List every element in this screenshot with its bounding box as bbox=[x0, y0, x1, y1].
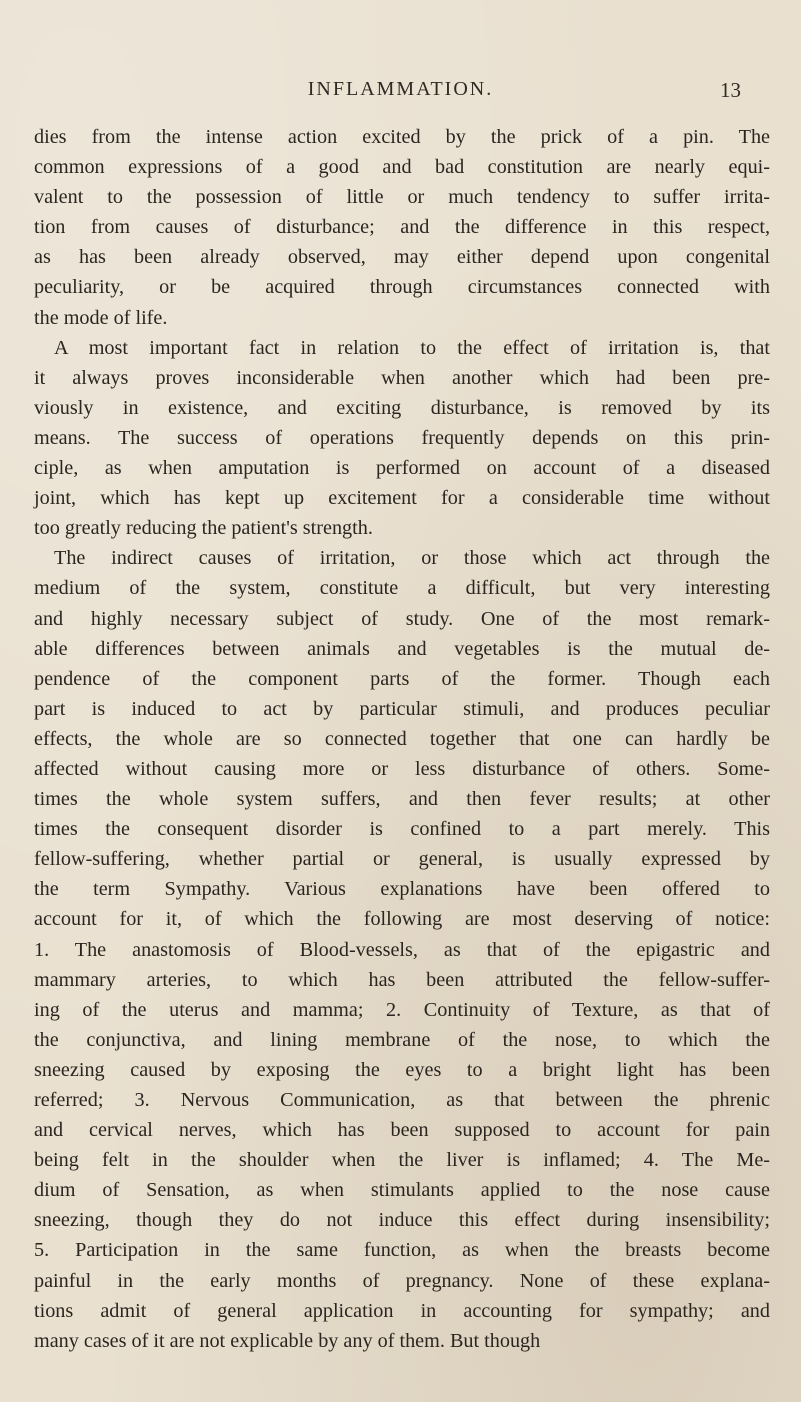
text-line: times the consequent disorder is confined to a part merely. This bbox=[34, 818, 770, 841]
text-line: it always proves inconsiderable when another which had been pre- bbox=[34, 366, 770, 389]
text-line: too greatly reducing the patient's strength. bbox=[34, 517, 373, 540]
text-line: many cases of it are not explicable by any of them. But though bbox=[34, 1329, 541, 1352]
text-line: tion from causes of disturbance; and the difference in this respect, bbox=[34, 216, 770, 239]
text-line: viously in existence, and exciting disturbance, is removed by its bbox=[34, 396, 770, 419]
text-line: referred; 3. Nervous Communication, as that between the phrenic bbox=[34, 1089, 770, 1111]
text-line: account for it, of which the following are most deserving of notice: bbox=[34, 908, 770, 931]
page-number: 13 bbox=[720, 78, 741, 102]
text-line: common expressions of a good and bad constitution are nearly equi- bbox=[34, 156, 770, 179]
running-title: INFLAMMATION. bbox=[307, 78, 494, 100]
text-line: painful in the early months of pregnancy. None of these explana- bbox=[34, 1269, 770, 1292]
text-line: The indirect causes of irritation, or those which act through the bbox=[54, 547, 770, 570]
text-line: fellow-suffering, whether partial or general, is usually expressed by bbox=[34, 848, 770, 871]
text-line: ing of the uterus and mamma; 2. Continuity of Texture, as that of bbox=[34, 998, 770, 1021]
text-line: valent to the possession of little or much tendency to suffer irrita- bbox=[34, 186, 770, 209]
text-line: able differences between animals and vegetables is the mutual de- bbox=[34, 637, 770, 660]
text-line: being felt in the shoulder when the liver is inflamed; 4. The Me- bbox=[34, 1149, 770, 1172]
text-line: sneezing, though they do not induce this effect during insensibility; bbox=[34, 1209, 770, 1232]
text-line: medium of the system, constitute a difficult, but very interesting bbox=[34, 577, 770, 600]
text-line: sneezing caused by exposing the eyes to a bright light has been bbox=[34, 1058, 770, 1081]
text-line: dium of Sensation, as when stimulants applied to the nose cause bbox=[34, 1179, 770, 1202]
text-line: peculiarity, or be acquired through circumstances connected with bbox=[34, 276, 770, 299]
text-line: joint, which has kept up excitement for a considerable time without bbox=[34, 487, 770, 510]
text-line: and cervical nerves, which has been supposed to account for pain bbox=[34, 1119, 770, 1142]
text-line: affected without causing more or less disturbance of others. Some- bbox=[34, 757, 770, 780]
text-line: tions admit of general application in accounting for sympathy; and bbox=[34, 1299, 770, 1322]
text-line: the term Sympathy. Various explanations have been offered to bbox=[34, 878, 770, 901]
text-line: dies from the intense action excited by the prick of a pin. The bbox=[34, 126, 770, 148]
text-line: and highly necessary subject of study. One of the most remark- bbox=[34, 607, 770, 630]
text-line: A most important fact in relation to the effect of irritation is, that bbox=[54, 336, 770, 359]
text-line: pendence of the component parts of the former. Though each bbox=[34, 667, 770, 690]
text-line: mammary arteries, to which has been attributed the fellow-suffer- bbox=[34, 968, 770, 991]
text-line: ciple, as when amputation is performed on account of a diseased bbox=[34, 457, 770, 480]
text-line: the conjunctiva, and lining membrane of the nose, to which the bbox=[34, 1028, 770, 1051]
text-line: the mode of life. bbox=[34, 306, 168, 329]
text-line: 5. Participation in the same function, as when the breasts become bbox=[34, 1239, 770, 1262]
text-line: effects, the whole are so connected together that one can hardly be bbox=[34, 727, 770, 750]
body-text bbox=[34, 122, 770, 1356]
running-head bbox=[0, 78, 801, 106]
text-line: 1. The anastomosis of Blood-vessels, as that of the epigastric and bbox=[34, 938, 770, 961]
text-line: times the whole system suffers, and then fever results; at other bbox=[34, 788, 770, 811]
text-line: means. The success of operations frequently depends on this prin- bbox=[34, 426, 770, 449]
text-line: part is induced to act by particular stimuli, and produces peculiar bbox=[34, 697, 770, 720]
text-line: as has been already observed, may either depend upon congenital bbox=[34, 246, 770, 269]
